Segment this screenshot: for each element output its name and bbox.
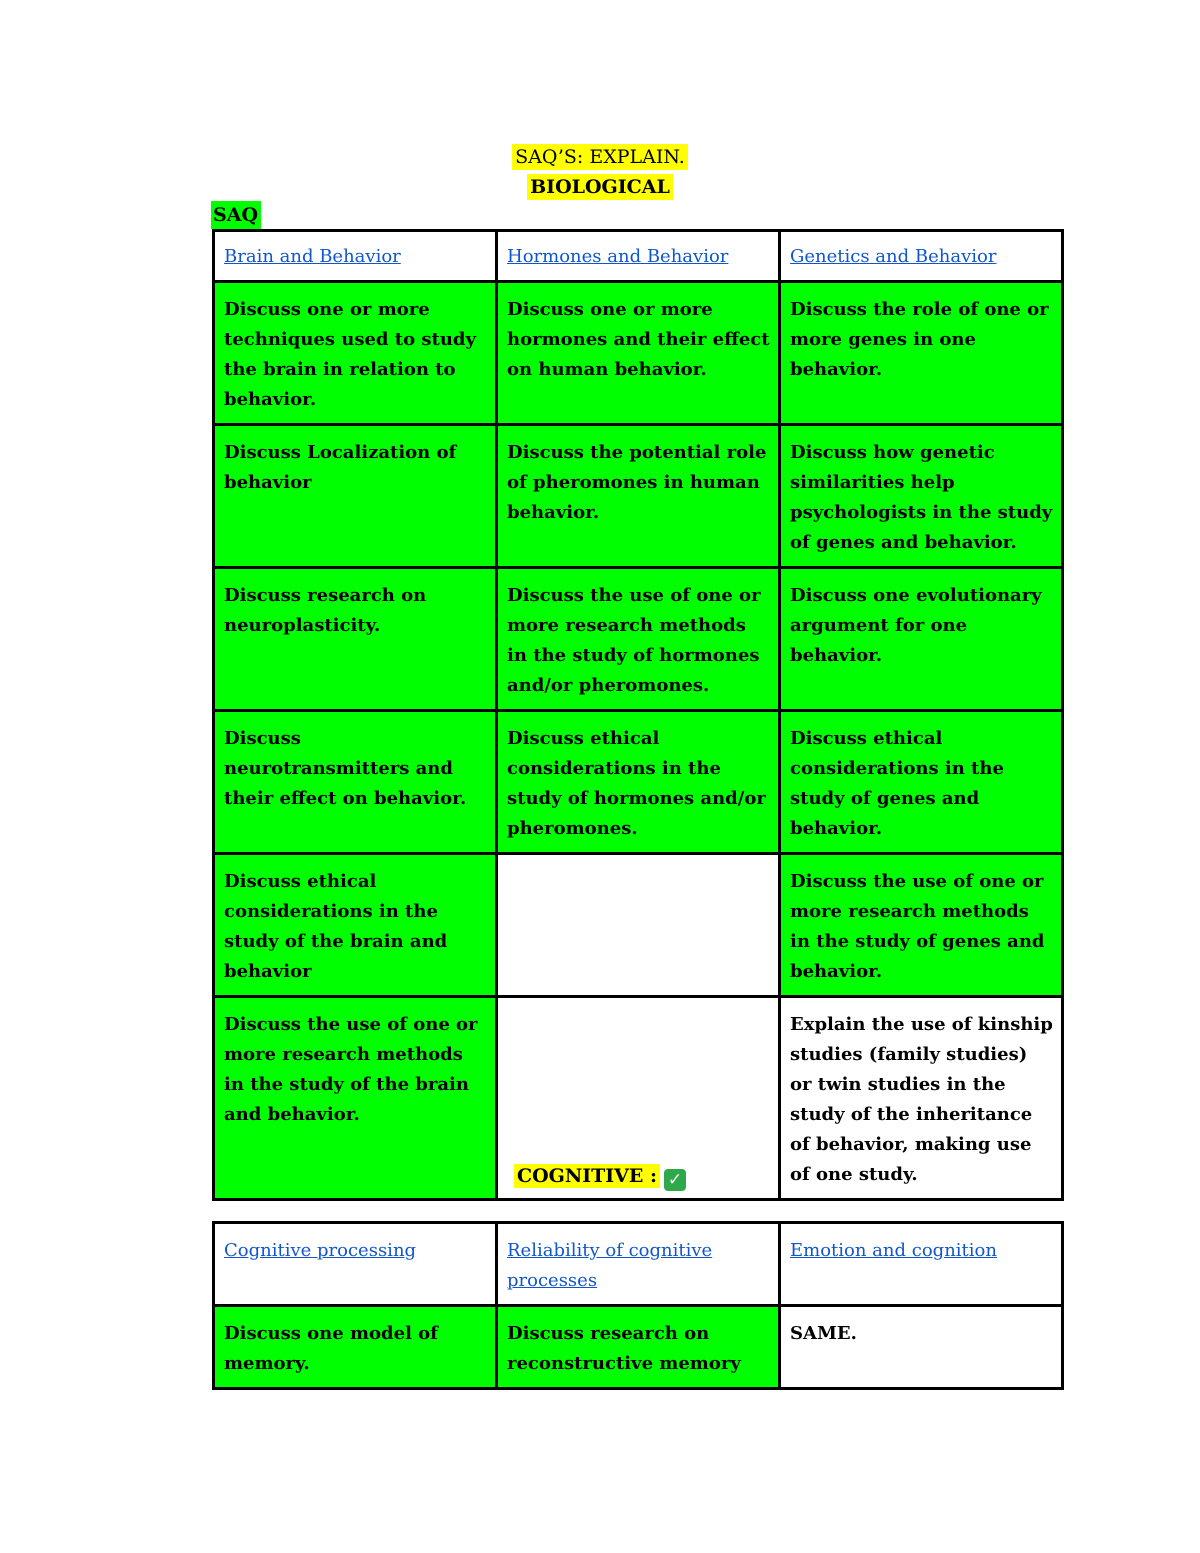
table-cell: Discuss ethical considerations in the study of the brain and behavior <box>214 854 497 997</box>
cognitive-processing-link[interactable]: Cognitive processing <box>224 1240 417 1261</box>
table-cell: Discuss the role of one or more genes in one behavior. <box>780 282 1063 425</box>
table-cell: Discuss the use of one or more research methods in the study of the brain and behavior. <box>214 997 497 1200</box>
table-row <box>214 425 1063 568</box>
table-cell: Discuss research on neuroplasticity. <box>214 568 497 711</box>
header-cell <box>497 231 780 282</box>
table-row <box>214 1306 1063 1389</box>
table-row <box>214 568 1063 711</box>
biological-table <box>212 229 1064 1201</box>
table-cell: SAME. <box>780 1306 1063 1389</box>
table-header-row <box>214 231 1063 282</box>
header-cell <box>780 1223 1063 1306</box>
table-cell: Discuss research on reconstructive memory <box>497 1306 780 1389</box>
table-cell: Discuss the use of one or more research methods in the study of genes and behavior. <box>780 854 1063 997</box>
table-cell: Discuss the potential role of pheromones in human behavior. <box>497 425 780 568</box>
title-line-2: BIOLOGICAL <box>527 174 673 200</box>
reliability-link[interactable]: Reliability of cognitive processes <box>507 1240 713 1291</box>
table-cell: Discuss ethical considerations in the study of genes and behavior. <box>780 711 1063 854</box>
title-line-1: SAQ’S: EXPLAIN. <box>512 144 688 170</box>
brain-behavior-link[interactable]: Brain and Behavior <box>224 246 401 267</box>
header-cell <box>497 1223 780 1306</box>
table-cell: Discuss one model of memory. <box>214 1306 497 1389</box>
hormones-behavior-link[interactable]: Hormones and Behavior <box>507 246 729 267</box>
empty-cell <box>497 854 780 997</box>
table-cell: Discuss Localization of behavior <box>214 425 497 568</box>
cognitive-heading-label: COGNITIVE : <box>514 1164 660 1188</box>
header-cell <box>780 231 1063 282</box>
table-cell: Discuss how genetic similarities help psychologists in the study of genes and behavior. <box>780 425 1063 568</box>
cognitive-heading <box>0 1162 1200 1191</box>
header-cell <box>214 231 497 282</box>
cognitive-table <box>212 1221 1064 1390</box>
table-cell: Discuss neurotransmitters and their effect on behavior. <box>214 711 497 854</box>
table-row <box>214 854 1063 997</box>
table-row <box>214 282 1063 425</box>
table-cell: Discuss one evolutionary argument for one behavior. <box>780 568 1063 711</box>
header-cell <box>214 1223 497 1306</box>
genetics-behavior-link[interactable]: Genetics and Behavior <box>790 246 997 267</box>
saq-label: SAQ <box>211 201 261 229</box>
emotion-cognition-link[interactable]: Emotion and cognition <box>790 1240 997 1261</box>
table-cell: Discuss ethical considerations in the study of hormones and/or pheromones. <box>497 711 780 854</box>
table-cell: Discuss one or more hormones and their effect on human behavior. <box>497 282 780 425</box>
table-header-row <box>214 1223 1063 1306</box>
table-cell: Discuss one or more techniques used to study the brain in relation to behavior. <box>214 282 497 425</box>
table-cell: Explain the use of kinship studies (family studies) or twin studies in the study of the inheritance of behavior, making use of one study. <box>780 997 1063 1200</box>
table-row <box>214 711 1063 854</box>
table-cell: Discuss the use of one or more research methods in the study of hormones and/or pheromones. <box>497 568 780 711</box>
document-title <box>0 142 1200 202</box>
check-mark-icon: ✓ <box>664 1169 686 1191</box>
